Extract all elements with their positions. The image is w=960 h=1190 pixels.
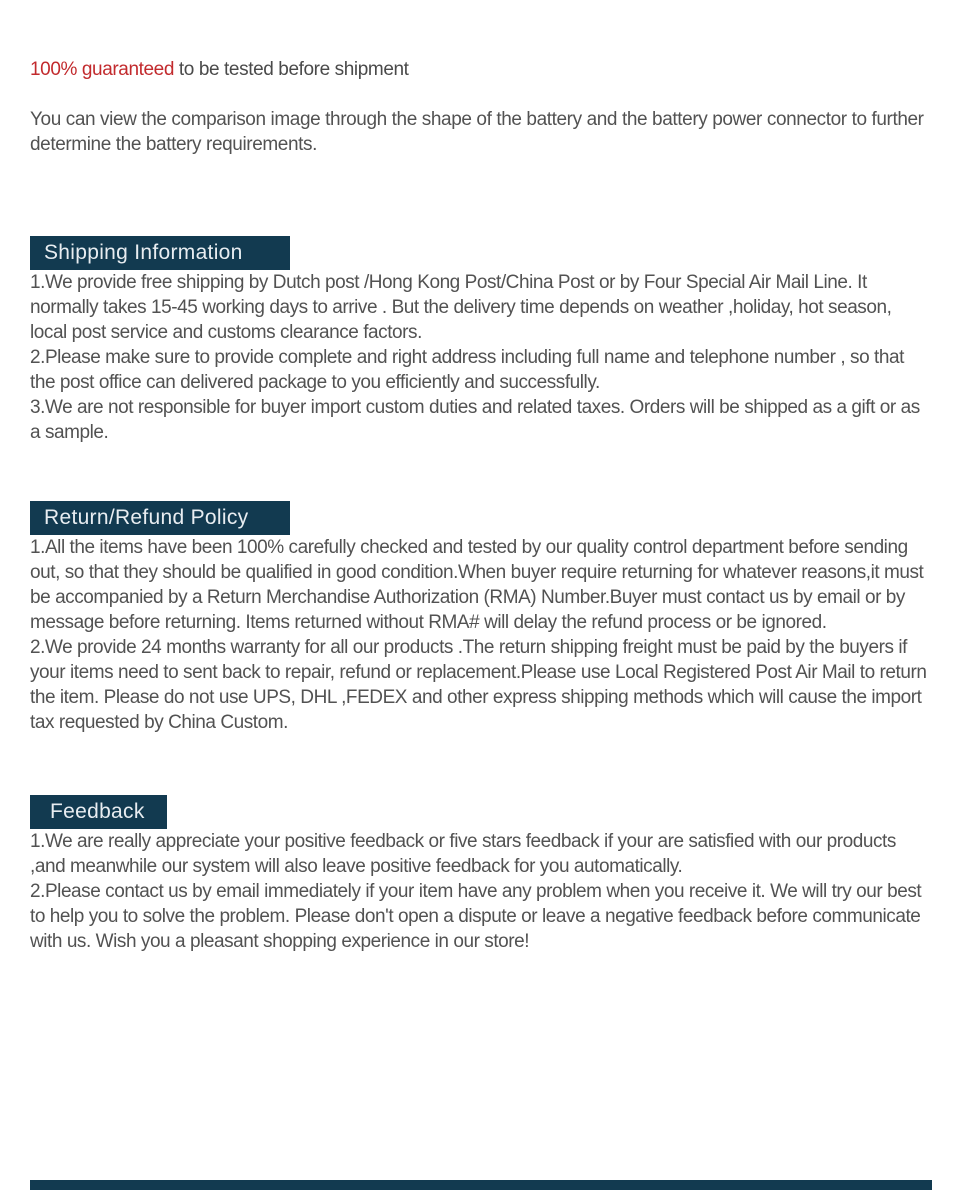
shipping-paragraph-1: 1.We provide free shipping by Dutch post /Hong Kong Post/China Post or by Four Special Air Mail Line. It normally takes 15-45 working days to arrive . But the delivery time depends on weather ,holiday, hot season, local post service and customs clearance factors. xyxy=(30,272,892,343)
guarantee-highlight: 100% guaranteed xyxy=(30,59,175,80)
shipping-section xyxy=(30,176,932,445)
footer-divider-bar xyxy=(30,1180,932,1190)
comparison-note: You can view the comparison image through the shape of the battery and the battery power connector to further determine the battery requirements. xyxy=(30,109,924,155)
guarantee-line xyxy=(30,57,932,82)
return-paragraph-1: 1.All the items have been 100% carefully checked and tested by our quality control department before sending out, so that they should be qualified in good condition.When buyer require returning for whatever reasons,it must be accompanied by a Return Merchandise Authorization (RMA) Number.Buyer must contact us by email or by message before returning. Items returned without RMA# will delay the refund process or be ignored. xyxy=(30,537,924,633)
guarantee-rest: to be tested before shipment xyxy=(178,59,409,80)
shipping-section-title: Shipping Information xyxy=(30,236,290,270)
shipping-paragraph-3: 3.We are not responsible for buyer import custom duties and related taxes. Orders will be shipped as a gift or as a sample. xyxy=(30,397,920,443)
return-refund-section-title: Return/Refund Policy xyxy=(30,501,290,535)
content-column xyxy=(30,0,932,954)
return-paragraph-2: 2.We provide 24 months warranty for all our products .The return shipping freight must be paid by the buyers if your items need to sent back to repair, refund or replacement.Please use Local Registered Post Air Mail to return the item. Please do not use UPS, DHL ,FEDEX and other express shipping methods which will cause the import tax requested by China Custom. xyxy=(30,637,927,733)
feedback-section-title: Feedback xyxy=(30,795,167,829)
feedback-paragraph-1: 1.We are really appreciate your positive feedback or five stars feedback if your are satisfied with our products ,and meanwhile our system will also leave positive feedback for you automatically. xyxy=(30,831,896,877)
shipping-paragraph-2: 2.Please make sure to provide complete and right address including full name and telephone number , so that the post office can delivered package to you efficiently and successfully. xyxy=(30,347,904,393)
return-refund-section xyxy=(30,445,932,735)
feedback-section xyxy=(30,735,932,954)
feedback-paragraph-2: 2.Please contact us by email immediately if your item have any problem when you receive it. We will try our best to help you to solve the problem. Please don't open a dispute or leave a negative feedback before communicate with us. Wish you a pleasant shopping experience in our store! xyxy=(30,881,922,952)
